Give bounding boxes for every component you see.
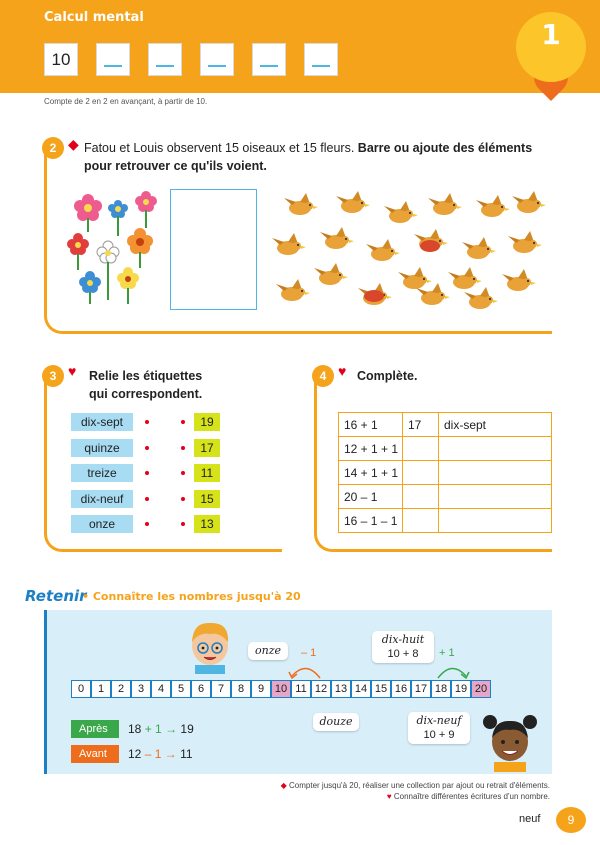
- apres-expression: 18 + 1 → 19: [128, 722, 194, 736]
- link-dot[interactable]: [181, 522, 185, 526]
- page-number: 9: [556, 807, 586, 833]
- table-row: [339, 485, 552, 509]
- link-dot[interactable]: [145, 420, 149, 424]
- answer-box-3[interactable]: [148, 43, 182, 76]
- answer-box-1: [44, 43, 78, 76]
- empty-drawing-box[interactable]: [170, 189, 257, 310]
- number-cell: 4: [151, 680, 171, 698]
- number-cell: 13: [331, 680, 351, 698]
- birds-illustration: [268, 190, 550, 312]
- header-title: Calcul mental: [44, 10, 144, 25]
- link-dot[interactable]: [181, 420, 185, 424]
- answer-box-6[interactable]: [304, 43, 338, 76]
- number-label[interactable]: 17: [194, 439, 220, 457]
- table-row: [339, 509, 552, 533]
- word-label[interactable]: dix-sept: [71, 413, 133, 431]
- link-dot[interactable]: [145, 497, 149, 501]
- diamond-icon: ◆: [68, 136, 79, 152]
- retenir-subtitle: • Connaître les nombres jusqu'à 20: [82, 590, 301, 603]
- complete-table: [338, 412, 552, 533]
- number-cell: 8: [231, 680, 251, 698]
- number-cell: 11: [291, 680, 311, 698]
- header-caption: Compte de 2 en 2 en avançant, à partir de 10.: [44, 97, 208, 106]
- answer-box-4[interactable]: [200, 43, 234, 76]
- footnote-2: ♥ Connaître différentes écritures d'un nombre.: [386, 792, 550, 801]
- number-cell: 14: [351, 680, 371, 698]
- word-label[interactable]: treize: [71, 464, 133, 482]
- number-cell: 6: [191, 680, 211, 698]
- word-cell[interactable]: [439, 485, 552, 509]
- retenir-title: Retenir: [25, 587, 87, 605]
- link-dot[interactable]: [181, 446, 185, 450]
- exercise-4-number: 4: [312, 365, 334, 387]
- word-label[interactable]: quinze: [71, 439, 133, 457]
- avant-tag: Avant: [71, 745, 119, 763]
- word-label[interactable]: onze: [71, 515, 133, 533]
- table-row: [339, 413, 552, 437]
- word-cell[interactable]: [439, 461, 552, 485]
- number-cell: 1: [91, 680, 111, 698]
- bubble-onze: onze: [248, 642, 288, 660]
- bubble-dix-neuf: dix-neuf 10 + 9: [408, 712, 470, 744]
- answer-box-2[interactable]: [96, 43, 130, 76]
- expression-cell: 20 – 1: [339, 485, 403, 509]
- table-row: [339, 461, 552, 485]
- number-cell: 15: [371, 680, 391, 698]
- number-cell[interactable]: [403, 461, 439, 485]
- footnote-1: ◆ Compter jusqu'à 20, réaliser une collection par ajout ou retrait d'éléments.: [280, 781, 550, 790]
- number-cell[interactable]: [403, 437, 439, 461]
- boy-avatar: [185, 618, 235, 674]
- answer-box-5[interactable]: [252, 43, 286, 76]
- exercise-3-instruction: Relie les étiquettes qui correspondent.: [89, 369, 203, 401]
- number-cell: 17: [403, 413, 439, 437]
- number-cell: 10: [271, 680, 291, 698]
- expression-cell: 12 + 1 + 1: [339, 437, 403, 461]
- girl-avatar: [482, 712, 538, 772]
- minus-one-label: – 1: [301, 647, 317, 659]
- minus-arrow-icon: [286, 660, 326, 680]
- exercise-2-instruction: Fatou et Louis observent 15 oiseaux et 15 fleurs. Barre ou ajoute des éléments pour retrouver ce qu'ils voient.: [84, 141, 533, 173]
- number-cell[interactable]: [403, 485, 439, 509]
- number-cell: 9: [251, 680, 271, 698]
- bubble-douze: douze: [313, 713, 359, 731]
- word-label[interactable]: dix-neuf: [71, 490, 133, 508]
- first-value: 10: [51, 50, 71, 69]
- expression-cell: 16 + 1: [339, 413, 403, 437]
- number-label[interactable]: 13: [194, 515, 220, 533]
- number-cell: 0: [71, 680, 91, 698]
- flower-icon: [67, 191, 157, 304]
- number-cell: 3: [131, 680, 151, 698]
- number-cell: 7: [211, 680, 231, 698]
- number-cell: 5: [171, 680, 191, 698]
- expression-cell: 14 + 1 + 1: [339, 461, 403, 485]
- word-cell[interactable]: [439, 509, 552, 533]
- number-cell: 17: [411, 680, 431, 698]
- heart-icon: ♥: [338, 363, 347, 379]
- link-dot[interactable]: [145, 446, 149, 450]
- link-dot[interactable]: [145, 471, 149, 475]
- unit-number: 1: [541, 18, 561, 51]
- word-cell[interactable]: [439, 437, 552, 461]
- link-dot[interactable]: [145, 522, 149, 526]
- page-word: neuf: [519, 813, 541, 825]
- flowers-illustration: [66, 188, 162, 308]
- number-cell: 12: [311, 680, 331, 698]
- number-label[interactable]: 11: [194, 464, 220, 482]
- number-label[interactable]: 19: [194, 413, 220, 431]
- number-cell: 20: [471, 680, 491, 698]
- exercise-4-instruction: Complète.: [357, 369, 418, 383]
- apres-tag: Après: [71, 720, 119, 738]
- word-cell: dix-sept: [439, 413, 552, 437]
- exercise-2-number: 2: [42, 137, 64, 159]
- number-cell: 18: [431, 680, 451, 698]
- plus-arrow-icon: [434, 660, 474, 680]
- number-cell[interactable]: [403, 509, 439, 533]
- expression-cell: 16 – 1 – 1: [339, 509, 403, 533]
- number-label[interactable]: 15: [194, 490, 220, 508]
- heart-icon: ♥: [68, 363, 77, 379]
- number-cell: 2: [111, 680, 131, 698]
- bubble-dix-huit: dix-huit 10 + 8: [372, 631, 434, 663]
- link-dot[interactable]: [181, 471, 185, 475]
- exercise-3-number: 3: [42, 365, 64, 387]
- plus-one-label: + 1: [439, 647, 455, 659]
- table-row: [339, 437, 552, 461]
- number-cell: 16: [391, 680, 411, 698]
- number-cell: 19: [451, 680, 471, 698]
- avant-expression: 12 – 1 → 11: [128, 747, 193, 761]
- link-dot[interactable]: [181, 497, 185, 501]
